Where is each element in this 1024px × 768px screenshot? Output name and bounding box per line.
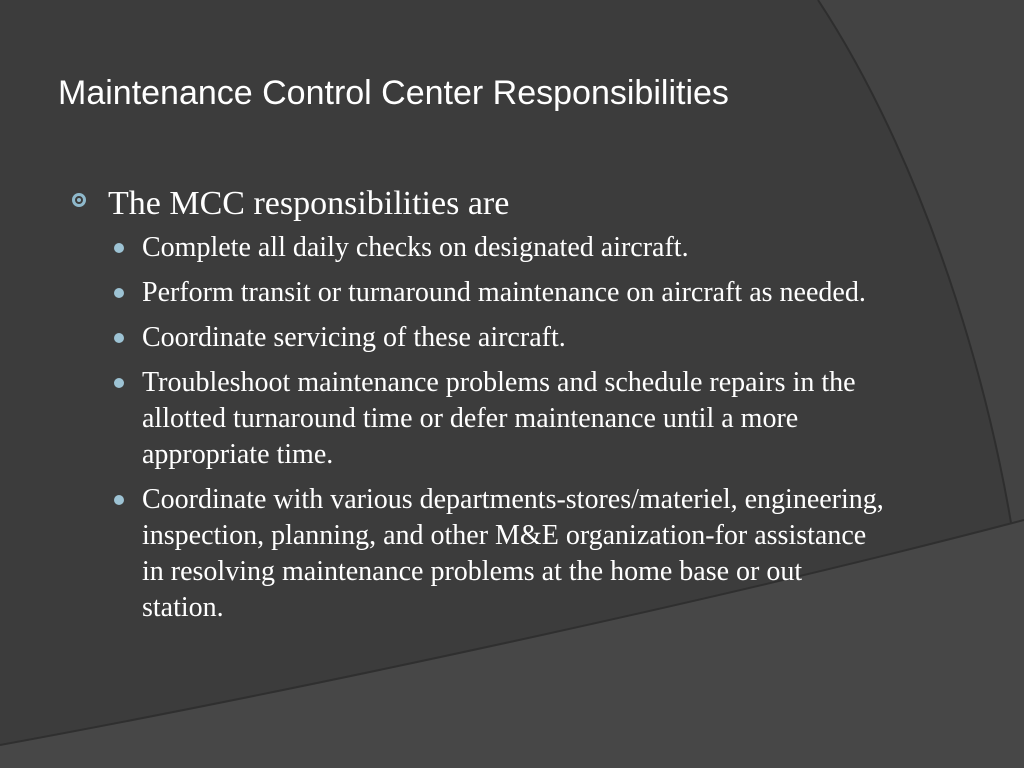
list-item [114, 482, 890, 626]
slide-content [70, 184, 890, 635]
list-item [114, 320, 890, 356]
list-item-text: Perform transit or turnaround maintenance on aircraft as needed. [142, 277, 866, 308]
list-item [114, 275, 890, 311]
list-item-text: Coordinate with various departments-stores/materiel, engineering, inspection, planning, and other M&E organization-for assistance in resolving maintenance problems at the home base or out station. [142, 484, 884, 623]
list-item-text: Complete all daily checks on designated aircraft. [142, 232, 689, 263]
list-item [114, 230, 890, 266]
dot-bullet-icon [114, 243, 124, 253]
list-item-text: Troubleshoot maintenance problems and schedule repairs in the allotted turnaround time or defer maintenance until a more appropriate time. [142, 367, 856, 470]
main-bullet [70, 184, 890, 224]
sub-bullet-list [70, 230, 890, 626]
circle-bullet-icon [72, 193, 86, 207]
main-bullet-text: The MCC responsibilities are [108, 185, 510, 222]
list-item [114, 365, 890, 473]
slide-title: Maintenance Control Center Responsibilities [58, 74, 729, 112]
list-item-text: Coordinate servicing of these aircraft. [142, 322, 566, 353]
dot-bullet-icon [114, 288, 124, 298]
dot-bullet-icon [114, 495, 124, 505]
dot-bullet-icon [114, 333, 124, 343]
dot-bullet-icon [114, 378, 124, 388]
